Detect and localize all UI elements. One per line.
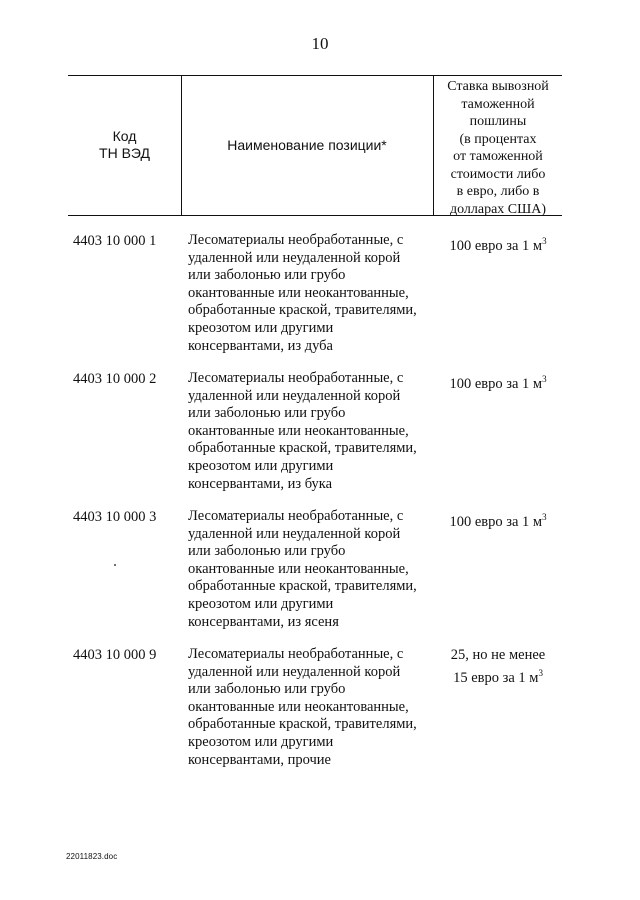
- row-name-line: удаленной или неудаленной корой: [188, 249, 401, 266]
- row-name-line: обработанные краской, травителями,: [188, 302, 417, 319]
- row-rate-sup: 3: [542, 374, 547, 384]
- row-name-line: окантованные или неокантованные,: [188, 698, 409, 715]
- table-row: [0, 232, 640, 367]
- row-rate-line: [438, 664, 558, 687]
- header-rate: [433, 78, 563, 218]
- row-rate-line: [438, 508, 558, 531]
- row-name-line: удаленной или неудаленной корой: [188, 663, 401, 680]
- row-rate-text: 100 евро за 1 м: [449, 514, 543, 530]
- row-code: 4403 10 000 3: [73, 509, 157, 525]
- row-rate-line: [438, 370, 558, 393]
- row-rate: [438, 232, 558, 255]
- header-code: [68, 128, 181, 162]
- row-name-line: или заболонью или грубо: [188, 543, 346, 560]
- row-name-line: окантованные или неокантованные,: [188, 560, 409, 577]
- row-name-line: креозотом или другими: [188, 319, 334, 336]
- row-rate-sup: 3: [542, 236, 547, 246]
- row-name: [188, 508, 433, 631]
- row-name: [188, 232, 433, 355]
- row-code: 4403 10 000 9: [73, 647, 157, 663]
- row-name-line: креозотом или другими: [188, 595, 334, 612]
- row-code: 4403 10 000 2: [73, 371, 157, 387]
- row-rate-sup: 3: [542, 512, 547, 522]
- row-name-line: окантованные или неокантованные,: [188, 422, 409, 439]
- header-rate-line: Ставка вывозной: [447, 79, 549, 94]
- row-name: [188, 370, 433, 493]
- row-name-line: удаленной или неудаленной корой: [188, 387, 401, 404]
- row-rate-text: 15 евро за 1 м: [453, 670, 539, 686]
- row-rate: [438, 646, 558, 687]
- header-code-line: ТН ВЭД: [99, 145, 150, 161]
- page-number: 10: [311, 34, 329, 53]
- header-rate-line: от таможенной: [453, 149, 543, 164]
- row-rate: [438, 508, 558, 531]
- row-rate-text: 100 евро за 1 м: [449, 238, 543, 254]
- row-name-line: Лесоматериалы необработанные, с: [188, 646, 404, 662]
- row-name-line: Лесоматериалы необработанные, с: [188, 232, 404, 248]
- footer-filename: 22011823.doc: [66, 852, 118, 861]
- row-name-line: или заболонью или грубо: [188, 681, 346, 698]
- row-name-line: консервантами, из бука: [188, 475, 333, 492]
- row-rate-line: [438, 232, 558, 255]
- row-name-line: креозотом или другими: [188, 733, 334, 750]
- scan-speck: [114, 564, 116, 566]
- row-rate: [438, 370, 558, 393]
- header-rate-line: таможенной: [461, 96, 535, 112]
- header-code-line: Код: [112, 128, 137, 144]
- header-rate-line: пошлины: [469, 114, 527, 129]
- row-name-line: консервантами, прочие: [188, 751, 331, 768]
- row-name-line: консервантами, из ясеня: [188, 613, 339, 630]
- row-name: [188, 646, 433, 769]
- row-name-line: креозотом или другими: [188, 457, 334, 474]
- header-rate-line: (в процентах: [459, 131, 537, 147]
- row-name-line: Лесоматериалы необработанные, с: [188, 508, 404, 524]
- row-name-line: или заболонью или грубо: [188, 267, 346, 284]
- row-code: 4403 10 000 1: [73, 233, 157, 249]
- header-rate-line: в евро, либо в: [456, 184, 540, 199]
- row-name-line: Лесоматериалы необработанные, с: [188, 370, 404, 386]
- header-rate-line: долларах США): [449, 201, 547, 217]
- row-name-line: консервантами, из дуба: [188, 337, 333, 354]
- row-name-line: удаленной или неудаленной корой: [188, 525, 401, 542]
- table-row: [0, 370, 640, 505]
- row-rate-text: 100 евро за 1 м: [449, 376, 543, 392]
- header-rule-top: [68, 75, 562, 76]
- row-name-line: обработанные краской, травителями,: [188, 716, 417, 733]
- row-name-line: окантованные или неокантованные,: [188, 284, 409, 301]
- row-rate-sup: 3: [538, 668, 543, 678]
- header-rate-line: стоимости либо: [450, 166, 546, 182]
- row-name-line: обработанные краской, травителями,: [188, 440, 417, 457]
- table-row: [0, 508, 640, 643]
- header-name: Наименование позиции*: [227, 137, 387, 153]
- table-row: [0, 646, 640, 781]
- row-name-line: или заболонью или грубо: [188, 405, 346, 422]
- row-name-line: обработанные краской, травителями,: [188, 578, 417, 595]
- row-rate-line: 25, но не менее: [450, 647, 546, 663]
